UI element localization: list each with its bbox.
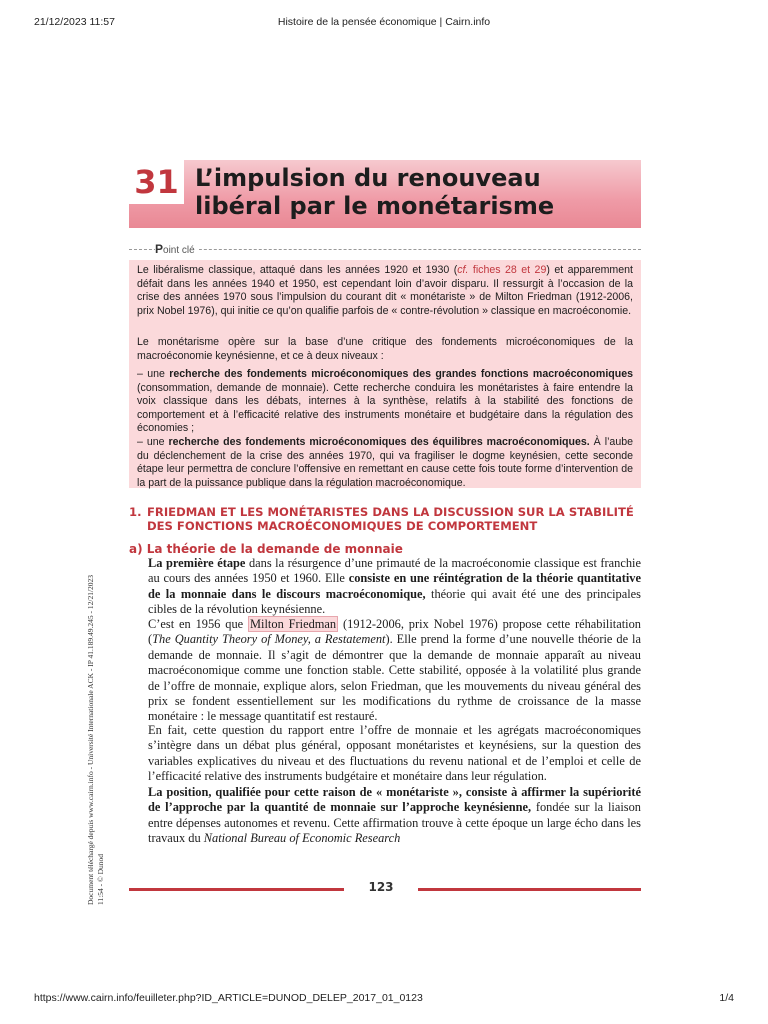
key-point-initial: P <box>155 242 164 256</box>
print-footer <box>34 992 734 1006</box>
key-point-rule <box>129 249 641 250</box>
chapter-banner <box>129 160 641 228</box>
key-point-paragraph-2: Le monétarisme opère sur la base d’une critique des fondements microéconomiques de la macroéconomie keynésienne, et ce à deux niveaux : <box>137 336 633 362</box>
key-point-p3-bold: recherche des fondements microéconomiques des grandes fonctions macroéconomiques <box>169 368 633 380</box>
key-point-p4-dash: – une <box>137 436 169 448</box>
key-point-p1-text-a: Le libéralisme classique, attaqué dans les années 1920 et 1930 ( <box>137 264 458 276</box>
print-header <box>34 16 734 30</box>
print-url[interactable]: https://www.cairn.info/feuilleter.php?ID_ARTICLE=DUNOD_DELEP_2017_01_0123 <box>34 992 423 1004</box>
key-point-paragraph-3 <box>137 368 633 436</box>
cross-reference-text: fiches 28 et 29 <box>468 264 547 276</box>
key-point-paragraph-1 <box>137 264 633 318</box>
chapter-title-line1: L’impulsion du renouveau <box>195 164 541 192</box>
book-title: The Quantity Theory of Money, a Restatement <box>152 632 386 647</box>
body-p2-text-a: C’est en 1956 que <box>148 617 249 631</box>
cross-reference-cf: cf. <box>457 264 469 276</box>
print-datetime: 21/12/2023 11:57 <box>34 16 115 28</box>
body-paragraph-3: En fait, cette question du rapport entre l’offre de monnaie et les agrégats macroéconomiques s’intègre dans un débat plus général, opposant monétaristes et keynésiens, sur la question des variables explicatives du niveau et des fluctuations du revenu national et de l’emploi et celle de l’efficacité relative des instruments budgétaire et monétaire dans leur régulation. <box>148 723 641 784</box>
key-point-p4-bold: recherche des fondements microéconomiques des équilibres macroéconomiques. <box>168 436 590 448</box>
download-side-note <box>86 565 126 905</box>
chapter-title <box>195 164 554 220</box>
key-point-label <box>155 242 199 256</box>
key-point-section <box>129 240 641 490</box>
body-paragraph-2 <box>148 617 641 725</box>
section-title: FRIEDMAN ET LES MONÉTARISTES DANS LA DISCUSSION SUR LA STABILITÉ DES FONCTIONS MACROÉCONOMIQUES DE COMPORTEMENT <box>147 505 634 533</box>
section-heading-1 <box>129 506 641 533</box>
print-page-count: 1/4 <box>719 992 734 1004</box>
body-p1-bold-2: consiste en une réintégration de la théorie quantitative de la monnaie dans le discours macroéconomique, <box>148 571 641 601</box>
body-paragraph-1 <box>148 556 641 618</box>
body-p2-text-b: (1912-2006, prix Nobel 1976) propose cette réhabilitation ( <box>148 617 641 647</box>
body-p4-bold: La position, qualifiée pour cette raison de « monétariste », consiste à affirmer la supériorité de l’approche par la quantité de monnaie sur l’approche keynésienne, <box>148 785 641 815</box>
chapter-number: 31 <box>129 160 184 204</box>
body-paragraph-4 <box>148 785 641 847</box>
cross-reference-link[interactable] <box>457 264 546 276</box>
key-point-p3-dash: – une <box>137 368 170 380</box>
body-p1-text-a: dans la résurgence d’une primauté de la macroéconomie classique est franchie au cours des années 1950 et 1960. Elle <box>148 556 641 586</box>
key-point-box <box>129 260 641 488</box>
section-number: 1. <box>129 505 142 519</box>
print-title: Histoire de la pensée économique | Cairn.info <box>277 16 491 28</box>
highlighted-name: Milton Friedman <box>250 617 337 631</box>
body-p4-text: fondée sur la liaison entre dépenses autonomes et revenu. Cette affirmation trouve à cette époque un large écho dans les travaux du <box>148 800 641 846</box>
side-note-line-2: 11:54 - © Dunod <box>96 853 105 905</box>
footer-rule-left <box>129 888 344 891</box>
key-point-p1-text-b: ) et apparemment défait dans les années 1940 et 1950, est cependant loin d’avoir disparu. Il ressurgit à l’occasion de la crise des années 1970 sous l’impulsion du courant dit « monétariste » de Milton Friedman (1912-2006, prix Nobel 1976), qui initie ce qu’on qualifie parfois de « contre-révolution » classique en macroéconomie. <box>137 264 633 317</box>
key-point-p3-text: (consommation, demande de monnaie). Cette recherche conduira les monétaristes à faire entendre la voix classique dans les débats, internes à la synthèse, relatifs à la stabilité des fonctions de comportement et à l’efficacité relative des instruments monétaire et budgétaire dans la régulation des économies ; <box>137 381 633 435</box>
key-point-p4-text: À l’aube du déclenchement de la crise des années 1970, qui va fragiliser le dogme keynésien, cette seconde étape leur permettra de conclure l’offensive en remettant en cause cette fois toute forme d’intervention de la part de la puissance publique dans la régulation macroéconomique. <box>137 436 633 489</box>
body-p1-bold-1: La première étape <box>148 556 246 570</box>
key-point-paragraph-4 <box>137 436 633 490</box>
body-p4-italic: National Bureau of Economic Research <box>203 831 401 846</box>
body-p2-text-c: ). Elle prend la forme d’une nouvelle théorie de la demande de monnaie. Il s’agit de démontrer que la demande de monnaie apparaît au niveau macroéconomique comme une fonction stable. Cette stabilité, opposée à la volatilité plus grande de l’offre de monnaie, explique alors, selon Friedman, que les mouvements du niveau général des prix se fondent essentiellement sur les modifications du rythme de croissance de la masse monétaire : le message quantitatif est restauré. <box>148 632 641 724</box>
side-note-line-1: Document téléchargé depuis www.cairn.info - Université Internationale ACK - IP 41.189.49.245 - 12/21/2023 <box>86 574 95 905</box>
key-point-label-rest: oint clé <box>163 245 195 256</box>
footer-rule-right <box>418 888 641 891</box>
subsection-heading-a: a) La théorie de la demande de monnaie <box>129 542 403 556</box>
chapter-title-line2: libéral par le monétarisme <box>195 192 555 220</box>
page-number: 123 <box>368 880 394 894</box>
body-p1-text-b: théorie qui avait été une des principales cibles de la révolution keynésienne. <box>148 586 641 617</box>
